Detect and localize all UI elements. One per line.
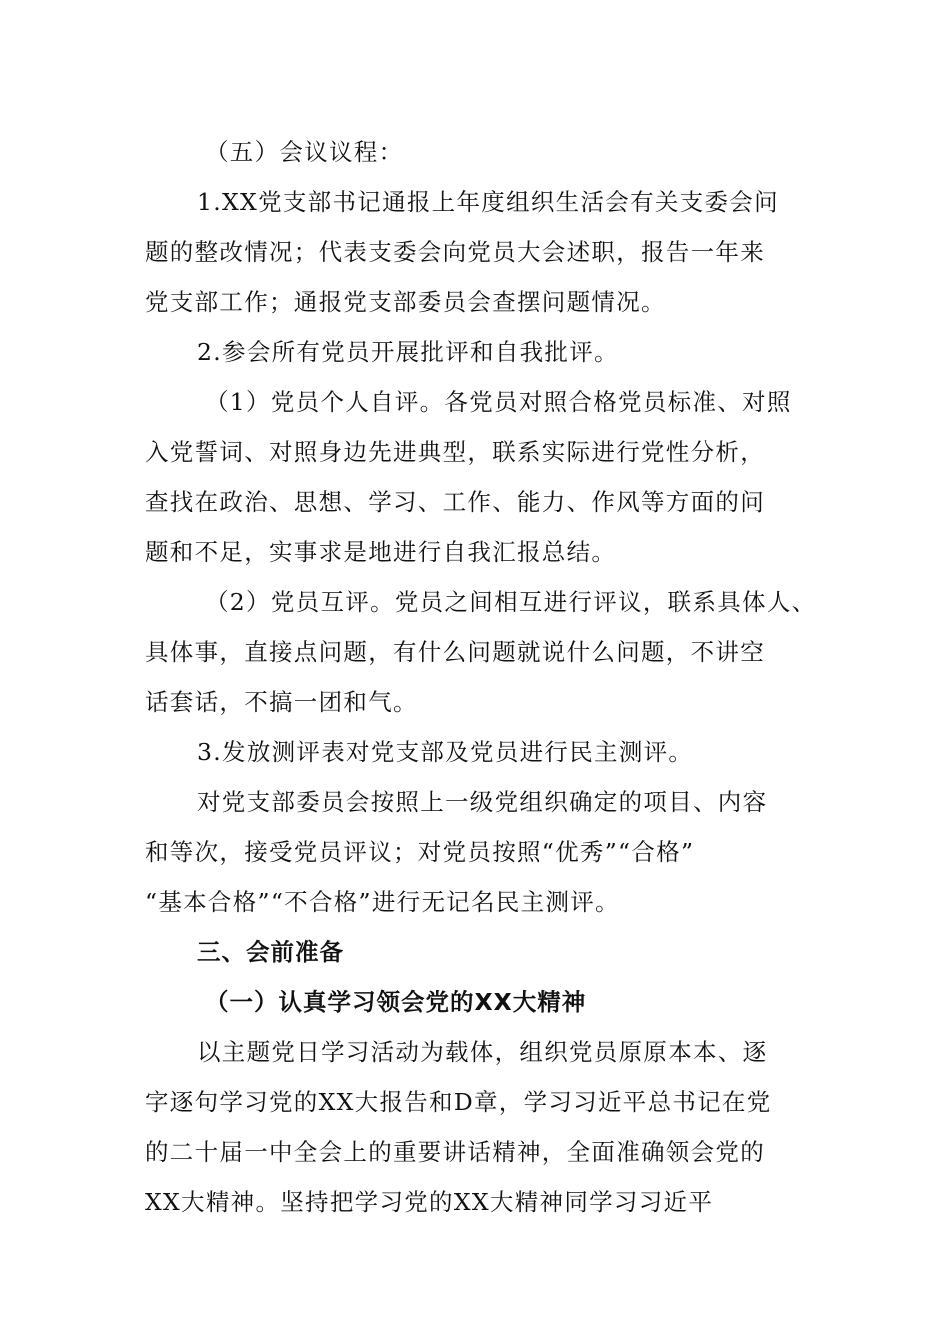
agenda-heading: （五）会议议程：	[205, 138, 404, 166]
paragraph-line: 题的整改情况；代表支委会向党员大会述职，报告一年来	[145, 238, 765, 266]
paragraph-line: 具体事，直接点问题，有什么问题就说什么问题，不讲空	[145, 638, 765, 666]
paragraph-line: 和等次，接受党员评议；对党员按照“优秀”“合格”	[145, 838, 695, 866]
paragraph-line: 的二十届一中全会上的重要讲话精神，全面准确领会党的	[145, 1138, 765, 1166]
paragraph-line: 2.参会所有党员开展批评和自我批评。	[197, 338, 619, 366]
paragraph-line: 题和不足，实事求是地进行自我汇报总结。	[145, 538, 617, 566]
paragraph-line: 话套话，不搞一团和气。	[145, 688, 418, 716]
subsection-heading: （一）认真学习领会党的XX大精神	[205, 988, 587, 1016]
paragraph-line: 以主题党日学习活动为载体，组织党员原原本本、逐	[197, 1038, 768, 1066]
section-heading: 三、会前准备	[197, 938, 344, 966]
paragraph-line: 党支部工作；通报党支部委员会查摆问题情况。	[145, 288, 666, 316]
paragraph-line: 入党誓词、对照身边先进典型，联系实际进行党性分析，	[145, 438, 765, 466]
paragraph-line: 对党支部委员会按照上一级党组织确定的项目、内容	[197, 788, 768, 816]
paragraph-line: 1.XX党支部书记通报上年度组织生活会有关支委会问	[197, 188, 779, 216]
paragraph-line: 字逐句学习党的XX大报告和D章，学习习近平总书记在党	[145, 1088, 772, 1116]
paragraph-line: 查找在政治、思想、学习、工作、能力、作风等方面的问	[145, 488, 765, 516]
paragraph-line: “基本合格”“不合格”进行无记名民主测评。	[145, 888, 620, 916]
paragraph-line: XX大精神。坚持把学习党的XX大精神同学习习近平	[145, 1188, 714, 1216]
paragraph-line: 3.发放测评表对党支部及党员进行民主测评。	[197, 738, 694, 766]
paragraph-line: （1）党员个人自评。各党员对照合格党员标准、对照	[205, 388, 792, 416]
paragraph-line: （2）党员互评。党员之间相互进行评议，联系具体人、	[205, 588, 817, 616]
